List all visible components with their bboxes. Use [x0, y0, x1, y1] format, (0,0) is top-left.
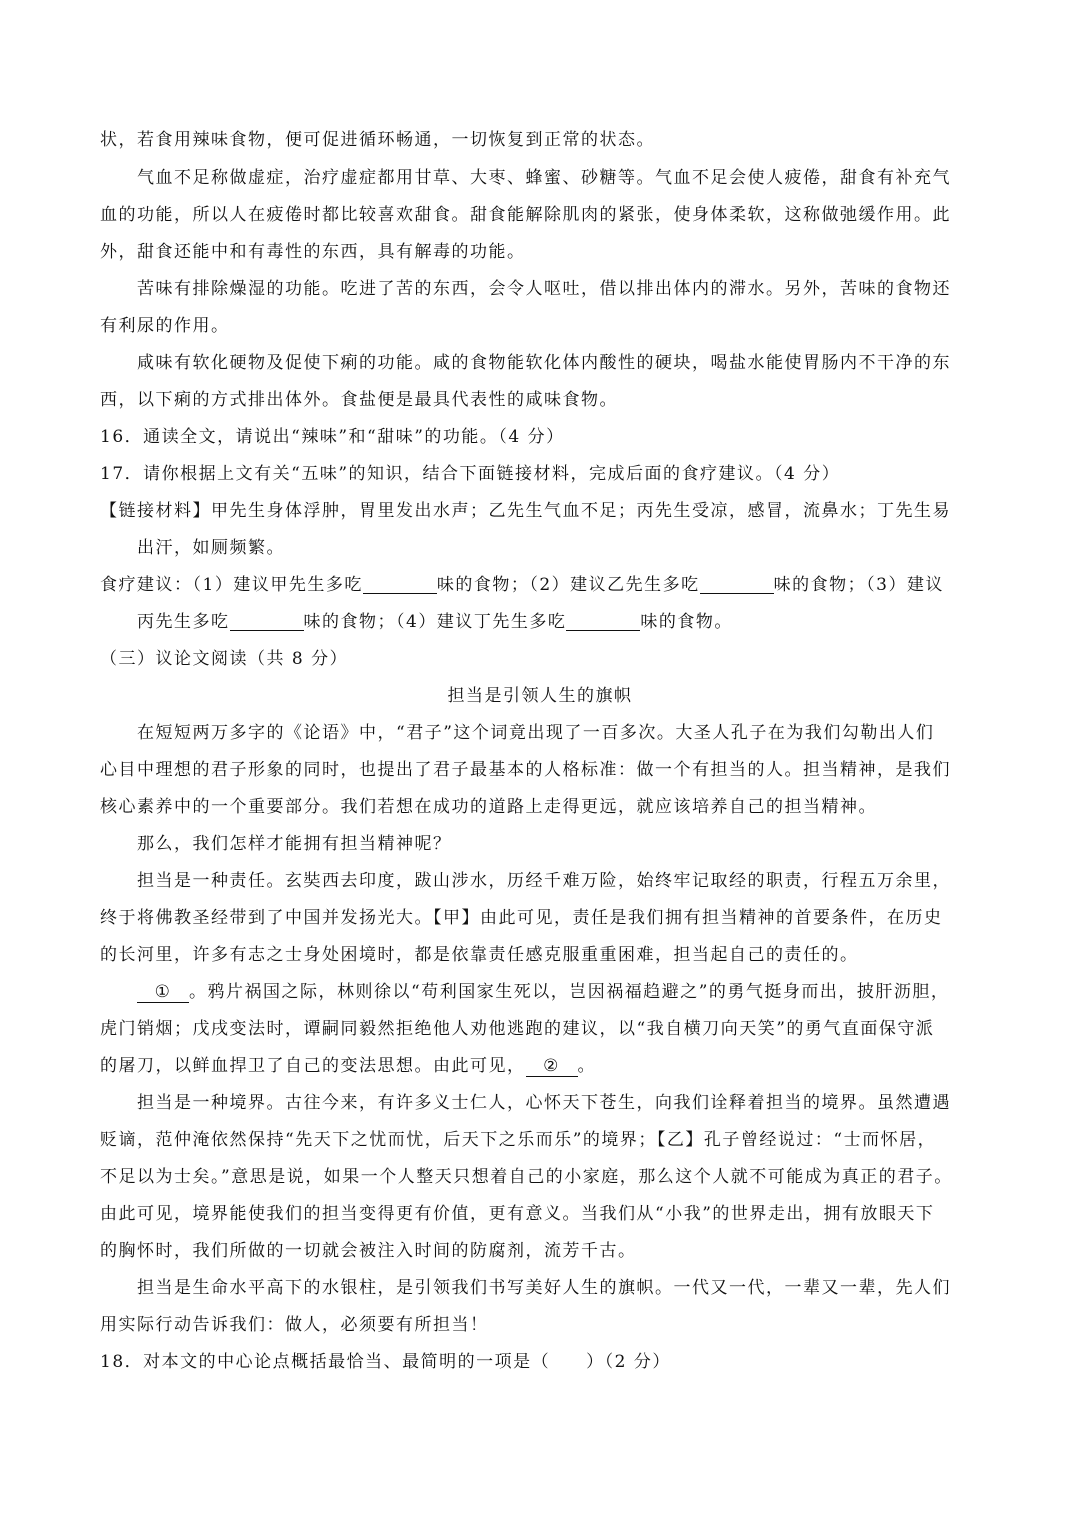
essay-title: 担当是引领人生的旗帜 — [447, 686, 633, 706]
diet-suggestion-line-1: 食疗建议：（1）建议甲先生多吃 味的食物；（2）建议乙先生多吃 味的食物；（3）建议 — [100, 575, 944, 595]
text-line: 有利尿的作用。 — [100, 316, 230, 336]
answer-blank-3[interactable] — [230, 612, 304, 631]
text-line: 状，若食用辣味食物，便可促进循环畅通，一切恢复到正常的状态。 — [100, 130, 655, 150]
section-heading: （三）议论文阅读（共 8 分） — [100, 649, 349, 669]
text-line: 外，甜食还能中和有毒性的东西，具有解毒的功能。 — [100, 242, 526, 262]
text-line: 血的功能，所以人在疲倦时都比较喜欢甜食。甜食能解除肌肉的紧张，使身体柔软，这称做弛缓作用。此 — [100, 205, 951, 225]
text-line: 核心素养中的一个重要部分。我们若想在成功的道路上走得更远，就应该培养自己的担当精神。 — [100, 797, 877, 817]
text-line: 心目中理想的君子形象的同时，也提出了君子最基本的人格标准：做一个有担当的人。担当精神，是我们 — [100, 760, 951, 780]
answer-blank-2[interactable] — [700, 575, 774, 594]
text-line: 在短短两万多字的《论语》中，“君子”这个词竟出现了一百多次。大圣人孔子在为我们勾勒出人们 — [137, 723, 935, 743]
text-line: 咸味有软化硬物及促使下痢的功能。咸的食物能软化体内酸性的硬块，喝盐水能使胃肠内不干净的东 — [137, 353, 951, 373]
text-line: 不足以为士矣。”意思是说，如果一个人整天只想着自己的小家庭，那么这个人就不可能成为真正的君子。 — [100, 1167, 953, 1187]
link-material-cont: 出汗，如厕频繁。 — [137, 538, 285, 558]
text-line: 的胸怀时，我们所做的一切就会被注入时间的防腐剂，流芳千古。 — [100, 1241, 637, 1261]
question-17: 17．请你根据上文有关“五味”的知识，结合下面链接材料，完成后面的食疗建议。（4 分） — [100, 464, 841, 484]
link-material: 【链接材料】甲先生身体浮肿，胃里发出水声；乙先生气血不足；丙先生受凉，感冒，流鼻水；丁先生易 — [100, 501, 951, 521]
answer-blank-1[interactable] — [363, 575, 437, 594]
text-line: 苦味有排除燥湿的功能。吃进了苦的东西，会令人呕吐，借以排出体内的滞水。另外，苦味的食物还 — [137, 279, 951, 299]
text-line: 虎门销烟；戊戌变法时，谭嗣同毅然拒绝他人劝他逃跑的建议，以“我自横刀向天笑”的勇气直面保守派 — [100, 1019, 935, 1039]
question-18: 18．对本文的中心论点概括最恰当、最简明的一项是（ ）（2 分） — [100, 1352, 671, 1372]
question-16: 16．通读全文，请说出“辣味”和“甜味”的功能。（4 分） — [100, 427, 565, 447]
text-line: 贬谪，范仲淹依然保持“先天下之忧而忧，后天下之乐而乐”的境界；【乙】孔子曾经说过：“士而怀居， — [100, 1130, 937, 1150]
answer-blank-4[interactable] — [566, 612, 640, 631]
text-line: ① 。鸦片祸国之际，林则徐以“苟利国家生死以，岂因祸福趋避之”的勇气挺身而出，披肝沥胆， — [137, 980, 980, 1004]
text-line: 终于将佛教圣经带到了中国并发扬光大。【甲】由此可见，责任是我们拥有担当精神的首要条件，在历史 — [100, 908, 943, 928]
diet-suggestion-line-2: 丙先生多吃 味的食物；（4）建议丁先生多吃 味的食物。 — [137, 612, 733, 632]
text-line: 担当是生命水平高下的水银柱，是引领我们书写美好人生的旗帜。一代又一代，一辈又一辈，先人们 — [137, 1278, 951, 1298]
text-line: 那么，我们怎样才能拥有担当精神呢？ — [137, 834, 452, 854]
text-line: 由此可见，境界能使我们的担当变得更有价值，更有意义。当我们从“小我”的世界走出，拥有放眼天下 — [100, 1204, 935, 1224]
text-line: 担当是一种境界。古往今来，有许多义士仁人，心怀天下苍生，向我们诠释着担当的境界。虽然遭遇 — [137, 1093, 951, 1113]
text-line: 西，以下痢的方式排出体外。食盐便是最具代表性的咸味食物。 — [100, 390, 618, 410]
text-line: 用实际行动告诉我们：做人，必须要有所担当！ — [100, 1315, 489, 1335]
text-line: 担当是一种责任。玄奘西去印度，跋山涉水，历经千难万险，始终牢记取经的职责，行程五万余里， — [137, 871, 951, 891]
text-line: 的屠刀，以鲜血捍卫了自己的变法思想。由此可见， ② 。 — [100, 1056, 596, 1076]
text-line: 的长河里，许多有志之士身处困境时，都是依靠责任感克服重重困难，担当起自己的责任的。 — [100, 945, 859, 965]
fill-blank-2[interactable]: ② — [526, 1056, 578, 1077]
text-line: 气血不足称做虚症，治疗虚症都用甘草、大枣、蜂蜜、砂糖等。气血不足会使人疲倦，甜食有补充气 — [137, 168, 951, 188]
fill-blank-1[interactable]: ① — [137, 982, 189, 1003]
